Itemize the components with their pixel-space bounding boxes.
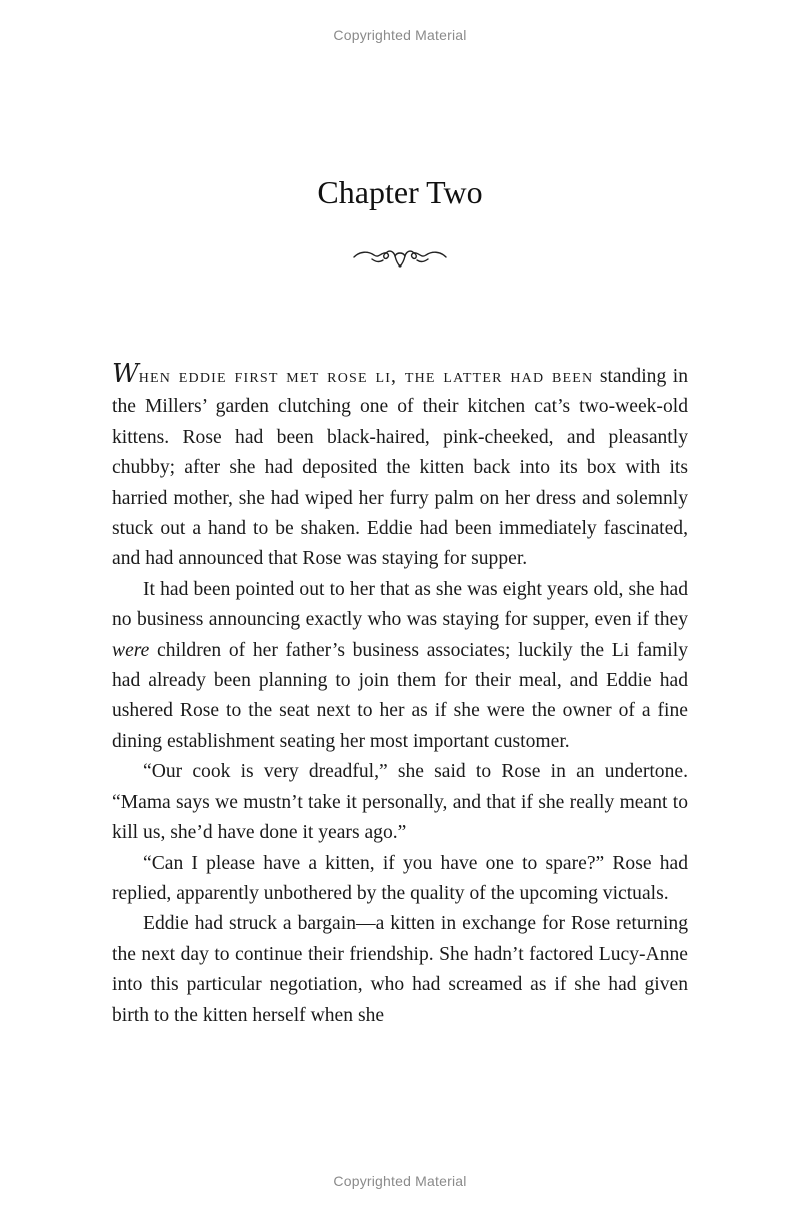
- paragraph-2-text-a: It had been pointed out to her that as she was eight years old, she had no business announcing exactly who was staying for supper, even if they: [112, 578, 688, 631]
- paragraph-2: [112, 575, 688, 757]
- paragraph-1-text: standing in the Millers’ garden clutching one of their kitchen cat’s two-week-old kittens. Rose had been black-haired, pink-cheeked, and pleasantly chubby; after she had deposited the kitten back into its box with its harried mother, she had wiped her furry palm on her dress and solemnly stuck out a hand to be shaken. Eddie had been immediately fascinated, and had announced that Rose was staying for supper.: [112, 366, 688, 570]
- drop-cap: W: [112, 359, 139, 389]
- paragraph-5: Eddie had struck a bargain—a kitten in exchange for Rose returning the next day to continue their friendship. She hadn’t factored Lucy-Anne into this particular negotiation, who had screamed as if she had given birth to the kitten herself when she: [112, 913, 688, 1026]
- chapter-body-text: [112, 359, 688, 1031]
- opening-small-caps: hen eddie first met rose li, the latter had been: [138, 366, 594, 387]
- emphasis-were: were: [112, 639, 150, 661]
- chapter-title: Chapter Two: [317, 174, 483, 210]
- paragraph-4: “Can I please have a kitten, if you have one to spare?” Rose had replied, apparently unbothered by the quality of the upcoming victuals.: [112, 852, 688, 904]
- copyright-watermark-top: Copyrighted Material: [333, 27, 467, 43]
- copyright-watermark-bottom: Copyrighted Material: [333, 1173, 467, 1189]
- paragraph-1: [112, 359, 688, 575]
- paragraph-2-text-b: children of her father’s business associates; luckily the Li family had already been planning to join them for their meal, and Eddie had ushered Rose to the seat next to her as if she were the owner of a fine dining establishment seating her most important customer.: [112, 639, 688, 752]
- flourish-ornament-icon: [350, 240, 450, 276]
- paragraph-3: “Our cook is very dreadful,” she said to Rose in an undertone. “Mama says we mustn’t take it personally, and that if she really meant to kill us, she’d have done it years ago.”: [112, 761, 688, 844]
